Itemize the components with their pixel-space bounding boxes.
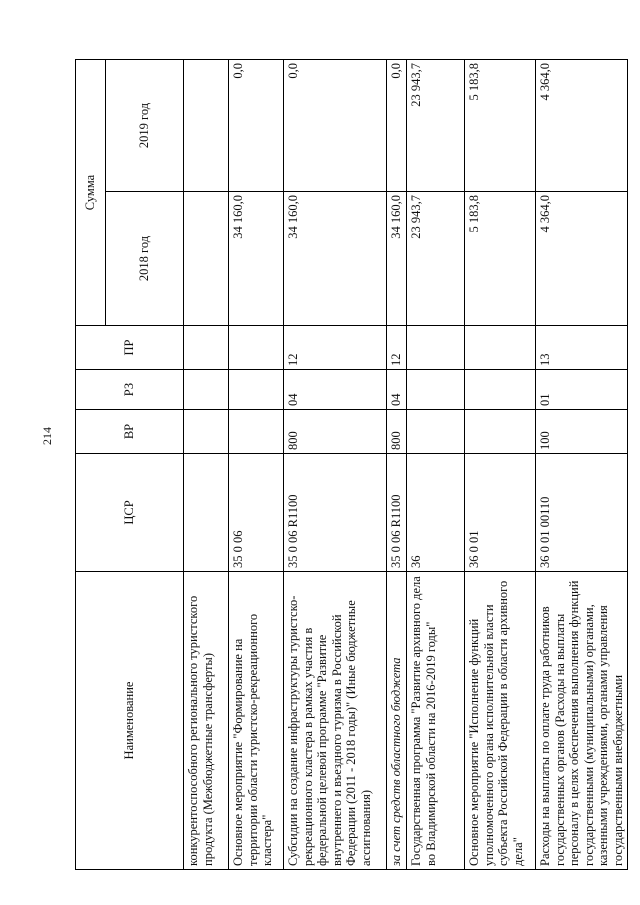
cell-name: Основное мероприятие "Формирование на территории области туристско-рекреационного кластера"	[229, 572, 284, 870]
cell-vr: 800	[387, 410, 407, 454]
cell-2019: 0,0	[229, 60, 284, 192]
cell-csr: 36 0 01 00110	[536, 454, 628, 572]
cell-csr	[184, 454, 229, 572]
header-sum: Сумма	[76, 60, 106, 326]
cell-2019: 23 943,7	[407, 60, 465, 192]
header-pr: ПР	[76, 326, 184, 370]
cell-2018: 34 160,0	[229, 192, 284, 326]
cell-2019: 5 183,8	[465, 60, 536, 192]
cell-pr: 13	[536, 326, 628, 370]
cell-2018: 4 364,0	[536, 192, 628, 326]
cell-name: Расходы на выплаты по оплате труда работников государственных органов (Расходы на выплаты персоналу в целях обеспечения выполнения функций государственными (муниципальными) органами, казенными учреждениями, органами управления государственными внебюджетными	[536, 572, 628, 870]
cell-rz: 04	[284, 370, 387, 410]
page-number: 214	[40, 427, 54, 445]
table-row	[184, 60, 229, 870]
cell-name: Субсидии на создание инфраструктуры туристско-рекреационного кластера в рамках участия в федеральной целевой программе "Развитие внутреннего и въездного туризма в Российской Федерации (2011 - 2018 годы)" (Иные бюджетные ассигнования)	[284, 572, 387, 870]
cell-2018	[184, 192, 229, 326]
cell-rz: 04	[387, 370, 407, 410]
cell-csr: 35 0 06	[229, 454, 284, 572]
table-row	[465, 60, 536, 870]
table-row	[536, 60, 628, 870]
header-name: Наименование	[76, 572, 184, 870]
cell-rz	[407, 370, 465, 410]
table-row	[284, 60, 387, 870]
cell-vr	[465, 410, 536, 454]
cell-2018: 23 943,7	[407, 192, 465, 326]
cell-vr: 100	[536, 410, 628, 454]
cell-csr: 36 0 01	[465, 454, 536, 572]
cell-pr: 12	[387, 326, 407, 370]
cell-pr	[184, 326, 229, 370]
header-vr: ВР	[76, 410, 184, 454]
cell-2019: 0,0	[387, 60, 407, 192]
table-row	[387, 60, 407, 870]
cell-2019: 0,0	[284, 60, 387, 192]
cell-csr: 35 0 06 R1100	[387, 454, 407, 572]
header-rz: РЗ	[76, 370, 184, 410]
cell-rz	[229, 370, 284, 410]
budget-table	[75, 59, 628, 870]
cell-2018: 34 160,0	[284, 192, 387, 326]
cell-rz	[184, 370, 229, 410]
cell-rz: 01	[536, 370, 628, 410]
header-2019: 2019 год	[106, 60, 184, 192]
cell-name: конкурентоспособного регионального туристского продукта (Межбюджетные трансферты)	[184, 572, 229, 870]
cell-rz	[465, 370, 536, 410]
cell-pr	[229, 326, 284, 370]
table-row	[229, 60, 284, 870]
cell-pr: 12	[284, 326, 387, 370]
cell-csr: 36	[407, 454, 465, 572]
cell-vr: 800	[284, 410, 387, 454]
cell-2019	[184, 60, 229, 192]
cell-name: Основное мероприятие "Исполнение функций уполномоченного органа исполнительной власти субъекта Российской Федерации в области архивного дела"	[465, 572, 536, 870]
cell-name: за счет средств областного бюджета	[387, 572, 407, 870]
header-csr: ЦСР	[76, 454, 184, 572]
cell-2018: 34 160,0	[387, 192, 407, 326]
table-row	[407, 60, 465, 870]
cell-pr	[465, 326, 536, 370]
cell-vr	[229, 410, 284, 454]
cell-pr	[407, 326, 465, 370]
cell-csr: 35 0 06 R1100	[284, 454, 387, 572]
cell-name: Государственная программа "Развитие архивного дела во Владимирской области на 2016-2019 годы"	[407, 572, 465, 870]
cell-vr	[407, 410, 465, 454]
cell-vr	[184, 410, 229, 454]
header-2018: 2018 год	[106, 192, 184, 326]
cell-2018: 5 183,8	[465, 192, 536, 326]
rotated-table-wrapper	[75, 60, 625, 870]
cell-2019: 4 364,0	[536, 60, 628, 192]
